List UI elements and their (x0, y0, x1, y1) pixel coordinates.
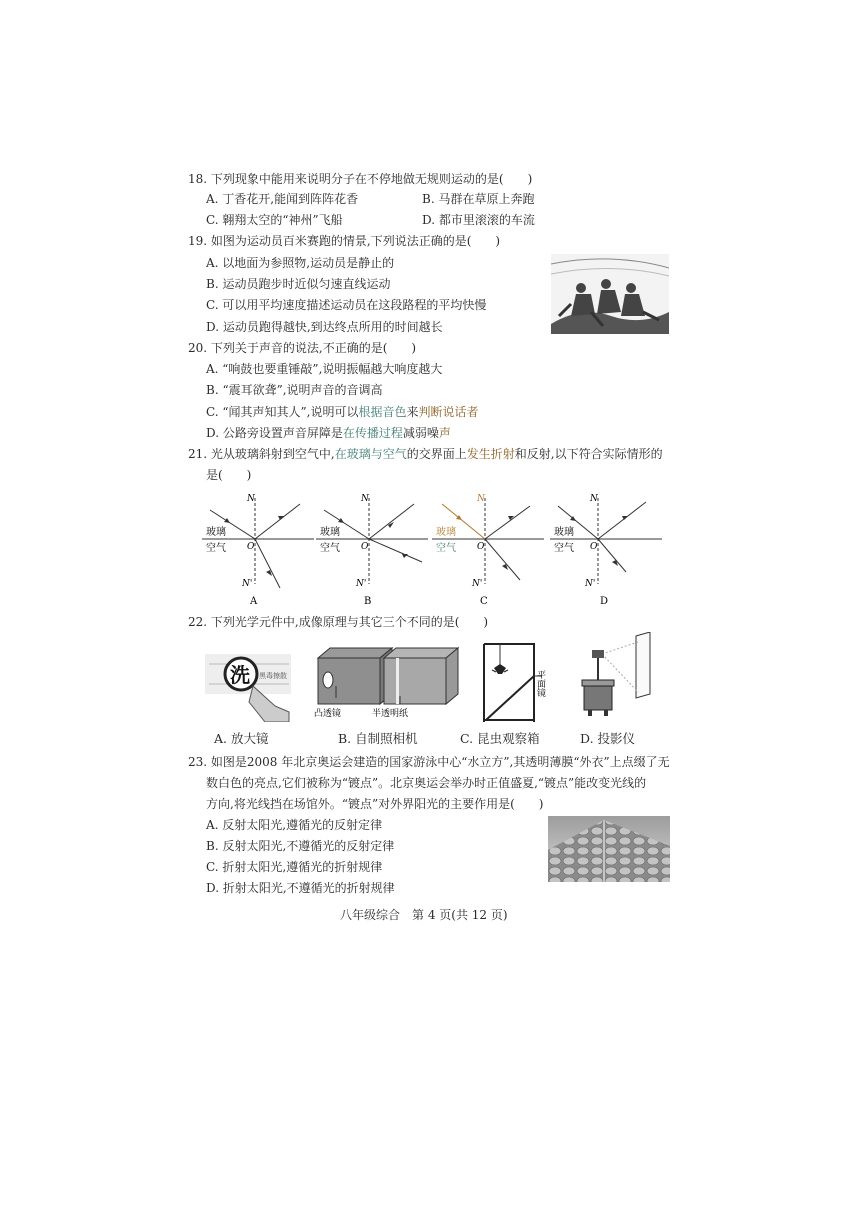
ray-diagram-c (430, 492, 546, 606)
diagram-label: D (600, 596, 609, 606)
q23-line1: 23. 如图是2008 年北京奥运会建造的国家游泳中心“水立方”,其透明薄膜“外衣”上点缀了无 (188, 755, 670, 769)
point-label-o: O (247, 542, 255, 552)
water-cube-figure (548, 816, 670, 882)
q23-option-a: A. 反射太阳光,遵循光的反射定律 (206, 818, 383, 832)
convex-lens-label: 凸透镜 (314, 709, 342, 719)
q18-option-c: C. 翱翔太空的“神州”飞船 (206, 213, 343, 227)
q18-stem: 18. 下列现象中能用来说明分子在不停地做无规则运动的是( ) (188, 172, 533, 186)
air-label: 空气 (554, 543, 574, 554)
q19-option-d: D. 运动员跑得越快,到达终点所用的时间越长 (206, 320, 443, 334)
normal-label-n: N (590, 494, 598, 504)
q22-option-a: A. 放大镜 (214, 731, 269, 746)
glass-label: 玻璃 (206, 527, 226, 538)
q23-option-b: B. 反射太阳光,不遵循光的反射定律 (206, 839, 395, 853)
q19-option-b: B. 运动员跑步时近似匀速直线运动 (206, 277, 391, 291)
diagram-label: A (250, 596, 258, 606)
q20-option-b: B. “震耳欲聋”,说明声音的音调高 (206, 383, 383, 397)
magnified-character: 洗 (230, 663, 250, 687)
page-footer: 八年级综合 第 4 页(共 12 页) (340, 908, 508, 922)
q20-option-a: A. “响鼓也要重锤敲”,说明振幅越大响度越大 (206, 362, 443, 376)
diagram-label: B (364, 596, 372, 606)
sprinters-figure (551, 254, 669, 334)
glass-label: 玻璃 (554, 527, 574, 538)
mirror-label: 平面镜 (535, 670, 545, 697)
projector-figure (580, 632, 660, 724)
normal-label-n: N (247, 494, 255, 504)
insect-box-figure (480, 640, 570, 724)
normal-label-n: N (361, 494, 369, 504)
q19-stem: 19. 如图为运动员百米赛跑的情景,下列说法正确的是( ) (188, 234, 501, 248)
air-label: 空气 (206, 543, 226, 554)
normal-label-n-prime: N' (472, 579, 483, 589)
normal-label-n-prime: N' (242, 579, 253, 589)
normal-label-n-prime: N' (585, 579, 596, 589)
ray-diagram-d (548, 492, 664, 606)
air-label: 空气 (436, 543, 456, 554)
q22-option-d: D. 投影仪 (580, 731, 636, 746)
q23-option-d: D. 折射太阳光,不遵循光的折射规律 (206, 881, 395, 895)
magnifier-side-text: 黑毒擦散 (259, 672, 287, 680)
point-label-o: O (590, 542, 598, 552)
q21-stem: 21. 光从玻璃斜射到空气中,在玻璃与空气的交界面上发生折射和反射,以下符合实际情形的 (188, 447, 663, 461)
q22-option-c: C. 昆虫观察箱 (460, 731, 540, 746)
q21-stem-line2: 是( ) (206, 468, 252, 482)
normal-label-n-prime: N' (356, 579, 367, 589)
q18-option-d: D. 都市里滚滚的车流 (422, 213, 535, 227)
q23-option-c: C. 折射太阳光,遵循光的折射规律 (206, 860, 383, 874)
normal-label-n: N (477, 494, 485, 504)
q22-stem: 22. 下列光学元件中,成像原理与其它三个不同的是( ) (188, 615, 489, 629)
point-label-o: O (361, 542, 369, 552)
q20-stem: 20. 下列关于声音的说法,不正确的是( ) (188, 341, 417, 355)
homemade-camera-figure (314, 644, 464, 720)
q23-line2: 数白色的亮点,它们被称为“镀点”。北京奥运会举办时正值盛夏,“镀点”能改变光线的 (206, 776, 647, 790)
air-label: 空气 (320, 543, 340, 554)
q18-option-b: B. 马群在草原上奔跑 (422, 192, 535, 206)
q23-line3: 方向,将光线挡在场馆外。“镀点”对外界阳光的主要作用是( ) (206, 797, 544, 811)
magnifier-figure (205, 642, 293, 722)
translucent-paper-label: 半透明纸 (372, 709, 409, 719)
q20-option-c: C. “闻其声知其人”,说明可以根据音色来判断说话者 (206, 405, 479, 419)
q18-option-a: A. 丁香花开,能闻到阵阵花香 (206, 192, 359, 206)
q19-option-c: C. 可以用平均速度描述运动员在这段路程的平均快慢 (206, 298, 487, 312)
glass-label: 玻璃 (320, 527, 340, 538)
point-label-o: O (477, 542, 485, 552)
q22-option-b: B. 自制照相机 (338, 731, 418, 746)
q19-option-a: A. 以地面为参照物,运动员是静止的 (206, 256, 395, 270)
ray-diagram-a (200, 492, 316, 606)
diagram-label: C (480, 596, 488, 606)
ray-diagram-b (314, 492, 430, 606)
q20-option-d: D. 公路旁设置声音屏障是在传播过程减弱噪声 (206, 426, 451, 440)
glass-label: 玻璃 (436, 527, 456, 538)
